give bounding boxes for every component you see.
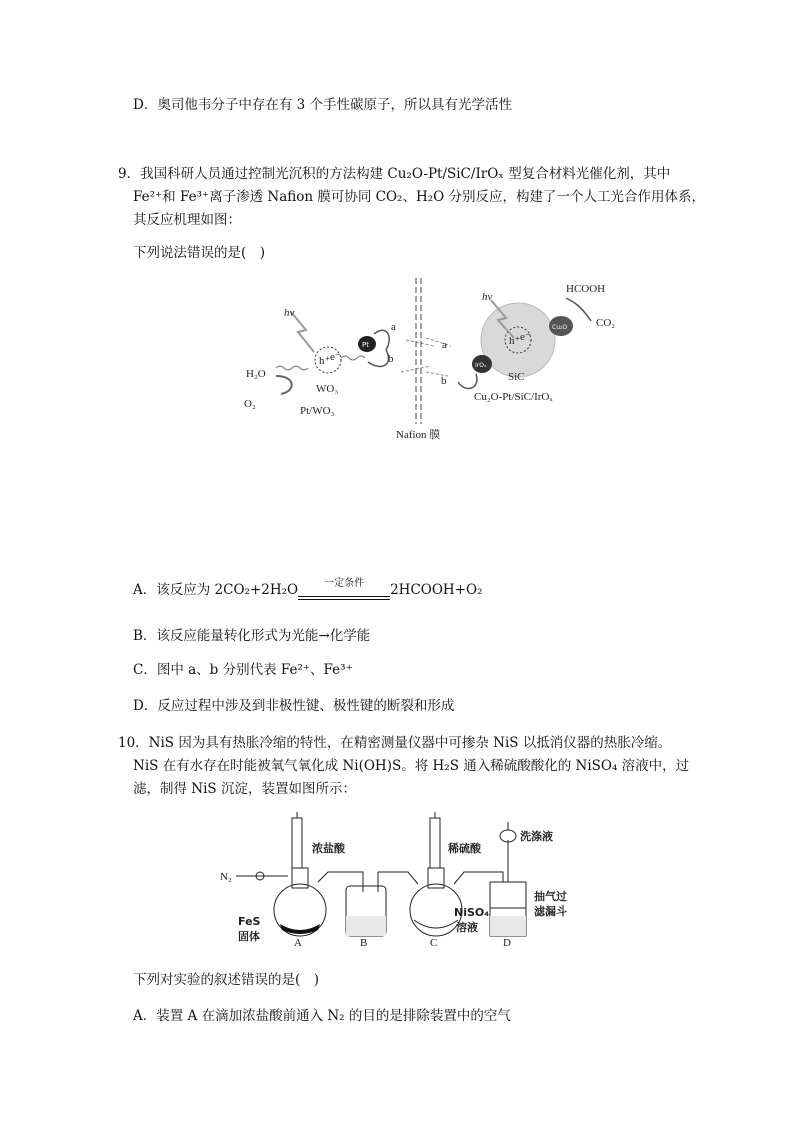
e-right-label: e⁻ (520, 331, 531, 343)
q10-apparatus-diagram (218, 812, 588, 954)
dropping-funnel-c (430, 818, 440, 868)
hcooh-label: HCOOH (566, 283, 606, 295)
q10-stem-line-1: 10．NiS 因为具有热胀冷缩的特性，在精密测量仪器中可掺杂 NiS 以抵消仪器的热胀冷缩。 (118, 735, 672, 751)
n2-label: N₂ (220, 871, 232, 883)
label-c: C (430, 937, 438, 949)
a-left-label: a (391, 321, 396, 333)
q9-stem-line-1: 9．我国科研人员通过控制光沉积的方法构建 Cu₂O-Pt/SiC/IrOₓ 型复合材料光催化剂，其中 (118, 166, 671, 182)
e-left-label: e⁻ (330, 351, 341, 363)
q8-option-d: D．奥司他韦分子中存在有 3 个手性碳原子，所以具有光学活性 (133, 97, 512, 113)
a-right-label: a (442, 339, 447, 351)
wo3-label: WO₃ (316, 383, 339, 395)
q10-stem-line-3: 滤，制得 NiS 沉淀，装置如图所示： (133, 781, 356, 797)
hv-right-label: hv (482, 291, 493, 303)
q10-prompt: 下列对实验的叙述错误的是( ) (133, 972, 320, 988)
hcl-label: 浓盐酸 (312, 842, 345, 855)
q9-stem-line-3: 其反应机理如图： (133, 212, 241, 228)
funnel-label-2: 滤漏斗 (534, 905, 567, 918)
q9-option-c: C．图中 a、b 分别代表 Fe²⁺、Fe³⁺ (133, 662, 353, 678)
h-left-label: h⁺ (319, 355, 331, 367)
funnel-label-1: 抽气过 (534, 890, 567, 903)
sic-label: SiC (508, 371, 525, 383)
hv-left-label: hv (284, 307, 295, 319)
nafion-label: Nafion 膜 (396, 429, 441, 441)
b-left-label: b (388, 353, 394, 365)
label-a: A (294, 937, 302, 949)
svg-text:Pt: Pt (362, 341, 369, 349)
q9-stem-line-2: Fe²⁺和 Fe³⁺离子渗透 Nafion 膜可协同 CO₂、H₂O 分别反应，构建了一个人工光合作用体系， (133, 189, 706, 205)
dropping-funnel-a (292, 818, 302, 868)
label-d: D (503, 937, 511, 949)
svg-text:Cu₂O: Cu₂O (552, 324, 568, 331)
h-right-label: h⁺ (509, 335, 521, 347)
b-right-label: b (441, 375, 447, 387)
pt-wo3-label: Pt/WO₃ (300, 405, 335, 417)
composite-label: Cu₂O-Pt/SiC/IrOₓ (474, 391, 553, 403)
h2so4-label: 稀硫酸 (448, 842, 481, 855)
fes-label: FeS (238, 915, 261, 928)
svg-text:IrOₓ: IrOₓ (475, 362, 487, 369)
fes-solid-label: 固体 (238, 930, 260, 943)
q9-option-b: B．该反应能量转化形式为光能→化学能 (133, 628, 371, 644)
light-bolt-left-icon (291, 312, 314, 352)
o2-label: O₂ (244, 398, 256, 410)
q10-option-a: A．装置 A 在滴加浓盐酸前通入 N₂ 的目的是排除装置中的空气 (133, 1008, 511, 1024)
wash-liquid-label: 洗涤液 (520, 830, 553, 843)
niso4-solution-label: 溶液 (456, 921, 478, 934)
h2o-label: H₂O (246, 368, 266, 380)
co2-label: CO₂ (596, 317, 616, 329)
label-b: B (360, 937, 368, 949)
q9-mechanism-diagram (236, 276, 626, 441)
q9-option-d: D．反应过程中涉及到非极性键、极性键的断裂和形成 (133, 698, 455, 714)
q9-option-a: A．该反应为 2CO₂+2H₂O 一定条件 2HCOOH+O₂ (133, 578, 483, 598)
q9-prompt: 下列说法错误的是( ) (133, 245, 266, 261)
niso4-label: NiSO₄ (454, 906, 490, 919)
q10-stem-line-2: NiS 在有水存在时能被氧气氧化成 Ni(OH)S。将 H₂S 通入稀硫酸酸化的 NiSO₄ 溶液中，过 (133, 758, 690, 774)
